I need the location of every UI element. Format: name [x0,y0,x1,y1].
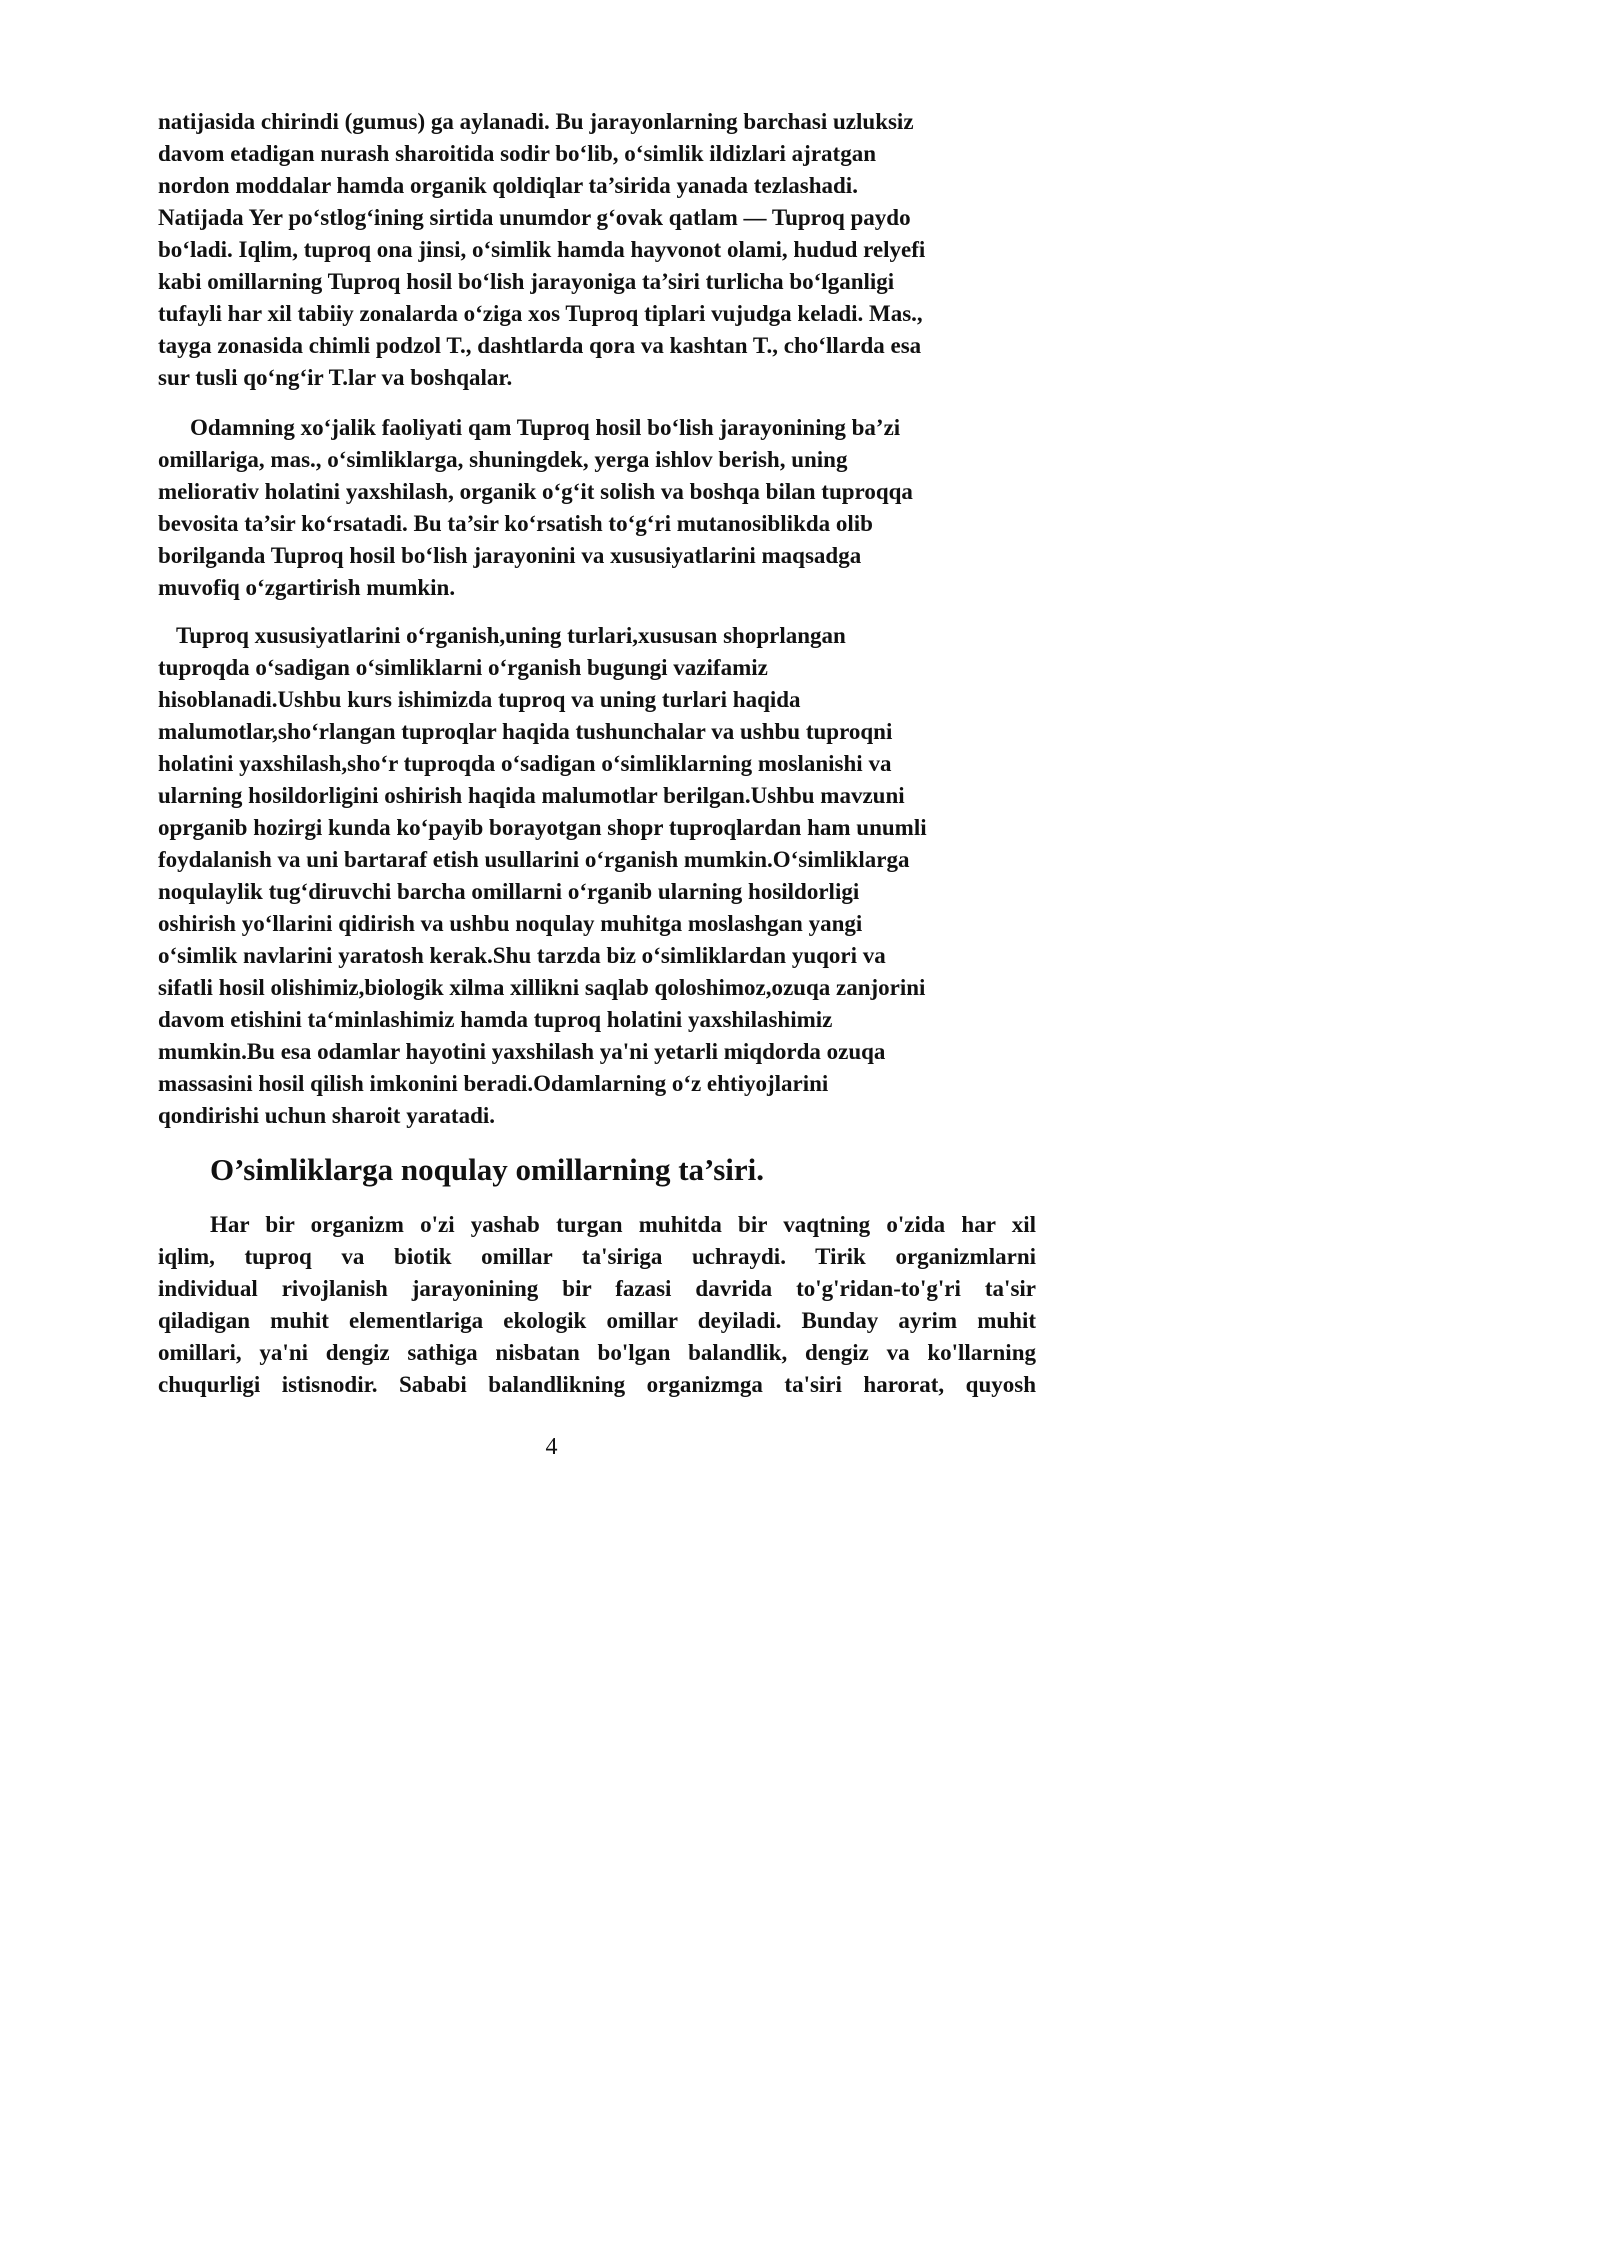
paragraph2-line: meliorativ holatini yaxshilash, organik o‘g‘it solish va boshqa bilan tuproqqa [158,479,913,504]
paragraph2-line: Odamning xo‘jalik faoliyati qam Tuproq hosil bo‘lish jarayonining ba’zi [190,415,901,440]
paragraph2-line: borilganda Tuproq hosil bo‘lish jarayonini va xususiyatlarini maqsadga [158,543,862,568]
paragraph1-line: sur tusli qo‘ng‘ir T.lar va boshqalar. [158,365,513,390]
paragraph3-line: mumkin.Bu esa odamlar hayotini yaxshilash ya'ni yetarli miqdorda ozuqa [158,1039,886,1064]
paragraph4-line: individual rivojlanish jarayonining bir fazasi davrida to'g'ridan-to'g'ri ta'sir [158,1276,1036,1301]
paragraph4-line: qiladigan muhit elementlariga ekologik omillar deyiladi. Bunday ayrim muhit [158,1308,1036,1333]
paragraph3-line: massasini hosil qilish imkonini beradi.Odamlarning o‘z ehtiyojlarini [158,1071,829,1096]
document-page [0,0,1103,1559]
paragraph3-line: foydalanish va uni bartaraf etish usullarini o‘rganish mumkin.O‘simliklarga [158,847,910,872]
paragraph2-line: omillariga, mas., o‘simliklarga, shuningdek, yerga ishlov berish, uning [158,447,848,472]
paragraph3-line: oshirish yo‘llarini qidirish va ushbu noqulay muhitga moslashgan yangi [158,911,863,936]
paragraph2-line: bevosita ta’sir ko‘rsatadi. Bu ta’sir ko‘rsatish to‘g‘ri mutanosiblikda olib [158,511,873,536]
paragraph1-line: natijasida chirindi (gumus) ga aylanadi. Bu jarayonlarning barchasi uzluksiz [158,109,914,134]
paragraph2-line: muvofiq o‘zgartirish mumkin. [158,575,456,600]
paragraph4-line: iqlim, tuproq va biotik omillar ta'siriga uchraydi. Tirik organizmlarni [158,1244,1036,1269]
section-heading: O’simliklarga noqulay omillarning ta’siri. [210,1152,765,1187]
paragraph4-line: Har bir organizm o'zi yashab turgan muhitda bir vaqtning o'zida har xil [210,1212,1036,1237]
paragraph3-line: davom etishini ta‘minlashimiz hamda tuproq holatini yaxshilashimiz [158,1007,833,1032]
paragraph3-line: Tuproq xususiyatlarini o‘rganish,uning turlari,xususan shoprlangan [176,623,846,648]
paragraph1-line: bo‘ladi. Iqlim, tuproq ona jinsi, o‘simlik hamda hayvonot olami, hudud relyefi [158,237,926,262]
page-number: 4 [545,1434,558,1460]
paragraph3-line: noqulaylik tug‘diruvchi barcha omillarni o‘rganib ularning hosildorligi [158,879,860,904]
paragraph3-line: holatini yaxshilash,sho‘r tuproqda o‘sadigan o‘simliklarning moslanishi va [158,751,892,776]
paragraph1-line: kabi omillarning Tuproq hosil bo‘lish jarayoniga ta’siri turlicha bo‘lganligi [158,269,895,294]
paragraph1-line: tufayli har xil tabiiy zonalarda o‘ziga xos Tuproq tiplari vujudga keladi. Mas., [158,301,923,326]
paragraph1-line: nordon moddalar hamda organik qoldiqlar ta’sirida yanada tezlashadi. [158,173,858,198]
paragraph3-line: malumotlar,sho‘rlangan tuproqlar haqida tushunchalar va ushbu tuproqni [158,719,893,744]
paragraph3-line: ularning hosildorligini oshirish haqida malumotlar berilgan.Ushbu mavzuni [158,783,905,808]
paragraph1-line: tayga zonasida chimli podzol T., dashtlarda qora va kashtan T., cho‘llarda esa [158,333,922,358]
paragraph3-line: o‘simlik navlarini yaratosh kerak.Shu tarzda biz o‘simliklardan yuqori va [158,943,886,968]
paragraph4-line: omillari, ya'ni dengiz sathiga nisbatan bo'lgan balandlik, dengiz va ko'llarning [158,1340,1036,1365]
paragraph3-line: sifatli hosil olishimiz,biologik xilma xillikni saqlab qoloshimoz,ozuqa zanjorini [158,975,926,1000]
paragraph3-line: oprganib hozirgi kunda ko‘payib borayotgan shopr tuproqlardan ham unumli [158,815,927,840]
paragraph1-line: davom etadigan nurash sharoitida sodir bo‘lib, o‘simlik ildizlari ajratgan [158,141,876,166]
paragraph3-line: qondirishi uchun sharoit yaratadi. [158,1103,496,1128]
paragraph3-line: tuproqda o‘sadigan o‘simliklarni o‘rganish bugungi vazifamiz [158,655,768,680]
paragraph3-line: hisoblanadi.Ushbu kurs ishimizda tuproq va uning turlari haqida [158,687,801,712]
paragraph1-line: Natijada Yer po‘stlog‘ining sirtida unumdor g‘ovak qatlam — Tuproq paydo [158,205,911,230]
paragraph4-line: chuqurligi istisnodir. Sababi balandlikning organizmga ta'siri harorat, quyosh [158,1372,1036,1397]
